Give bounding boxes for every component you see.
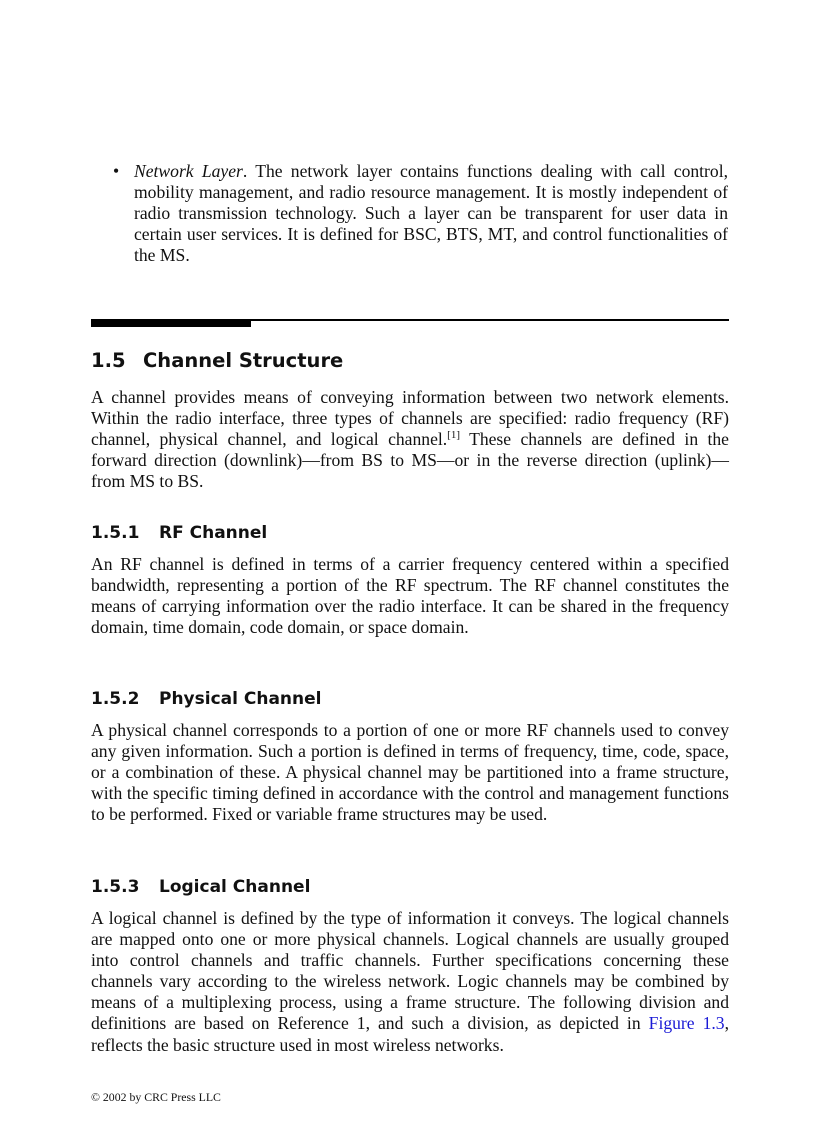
citation[interactable]: [1] bbox=[447, 429, 460, 442]
subsection-heading-rf bbox=[91, 521, 267, 545]
logical-paragraph-a: A logical channel is defined by the type of information it conveys. The logical channels are mapped onto one or more physical channels. Logical channels are usually grouped into control channels and traffic channels. Further specifications concerning these channels vary according to the wireless network. Logic channels may be combined by means of a multiplexing process, using a frame structure. The following division and definitions are based on Reference 1, and such a division, as depicted in bbox=[91, 908, 729, 1034]
logical-title: Logical Channel bbox=[159, 877, 311, 897]
subsection-heading-logical bbox=[91, 875, 310, 899]
logical-number: 1.5.3 bbox=[91, 877, 140, 897]
section-heading bbox=[91, 347, 343, 375]
subsection-heading-physical bbox=[91, 687, 322, 711]
bullet-lead: Network Layer bbox=[134, 161, 243, 181]
bullet-body: . The network layer contains functions dealing with call control, mobility management, and radio resource management. It is mostly independent of radio transmission technology. Such a layer can be transparent for user data in certain user services. It is defined for BSC, BTS, MT, and control functionalities of the MS. bbox=[134, 161, 728, 266]
section-title: Channel Structure bbox=[143, 349, 344, 372]
bullet-text bbox=[134, 161, 728, 266]
section-number: 1.5 bbox=[91, 349, 126, 372]
bullet-list bbox=[113, 161, 728, 266]
copyright-footer: © 2002 by CRC Press LLC bbox=[91, 1090, 221, 1104]
rf-title: RF Channel bbox=[159, 523, 268, 543]
rf-paragraph: An RF channel is defined in terms of a carrier frequency centered within a specified bandwidth, representing a portion of the RF spectrum. The RF channel constitutes the means of carrying information over the radio interface. It can be shared in the frequency domain, time domain, code domain, or space domain. bbox=[91, 554, 729, 638]
section-paragraph bbox=[91, 387, 729, 492]
section-divider bbox=[91, 319, 729, 327]
physical-title: Physical Channel bbox=[159, 689, 322, 709]
logical-paragraph bbox=[91, 908, 729, 1056]
bullet-icon: • bbox=[113, 161, 120, 181]
figure-link[interactable]: Figure 1.3 bbox=[648, 1013, 725, 1034]
logical-paragraph-b: , reflects the basic structure used in most wireless networks. bbox=[91, 1013, 730, 1055]
physical-paragraph: A physical channel corresponds to a portion of one or more RF channels used to convey any given information. Such a portion is defined in terms of frequency, time, code, space, or a combination of these. A physical channel may be partitioned into a frame structure, with the specific timing defined in accordance with the control and management functions to be performed. Fixed or variable frame structures may be used. bbox=[91, 720, 729, 825]
physical-number: 1.5.2 bbox=[91, 689, 140, 709]
divider-thick bbox=[91, 319, 251, 327]
section-paragraph-a: A channel provides means of conveying information between two network elements. Within the radio interface, three types of channels are specified: radio frequency (RF) channel, physical channel, and logical channel. bbox=[91, 387, 729, 450]
section-paragraph-b: These channels are defined in the forward direction (downlink)—from BS to MS—or in the reverse direction (uplink)—from MS to BS. bbox=[91, 429, 729, 492]
rf-number: 1.5.1 bbox=[91, 523, 140, 543]
list-item bbox=[113, 161, 728, 266]
